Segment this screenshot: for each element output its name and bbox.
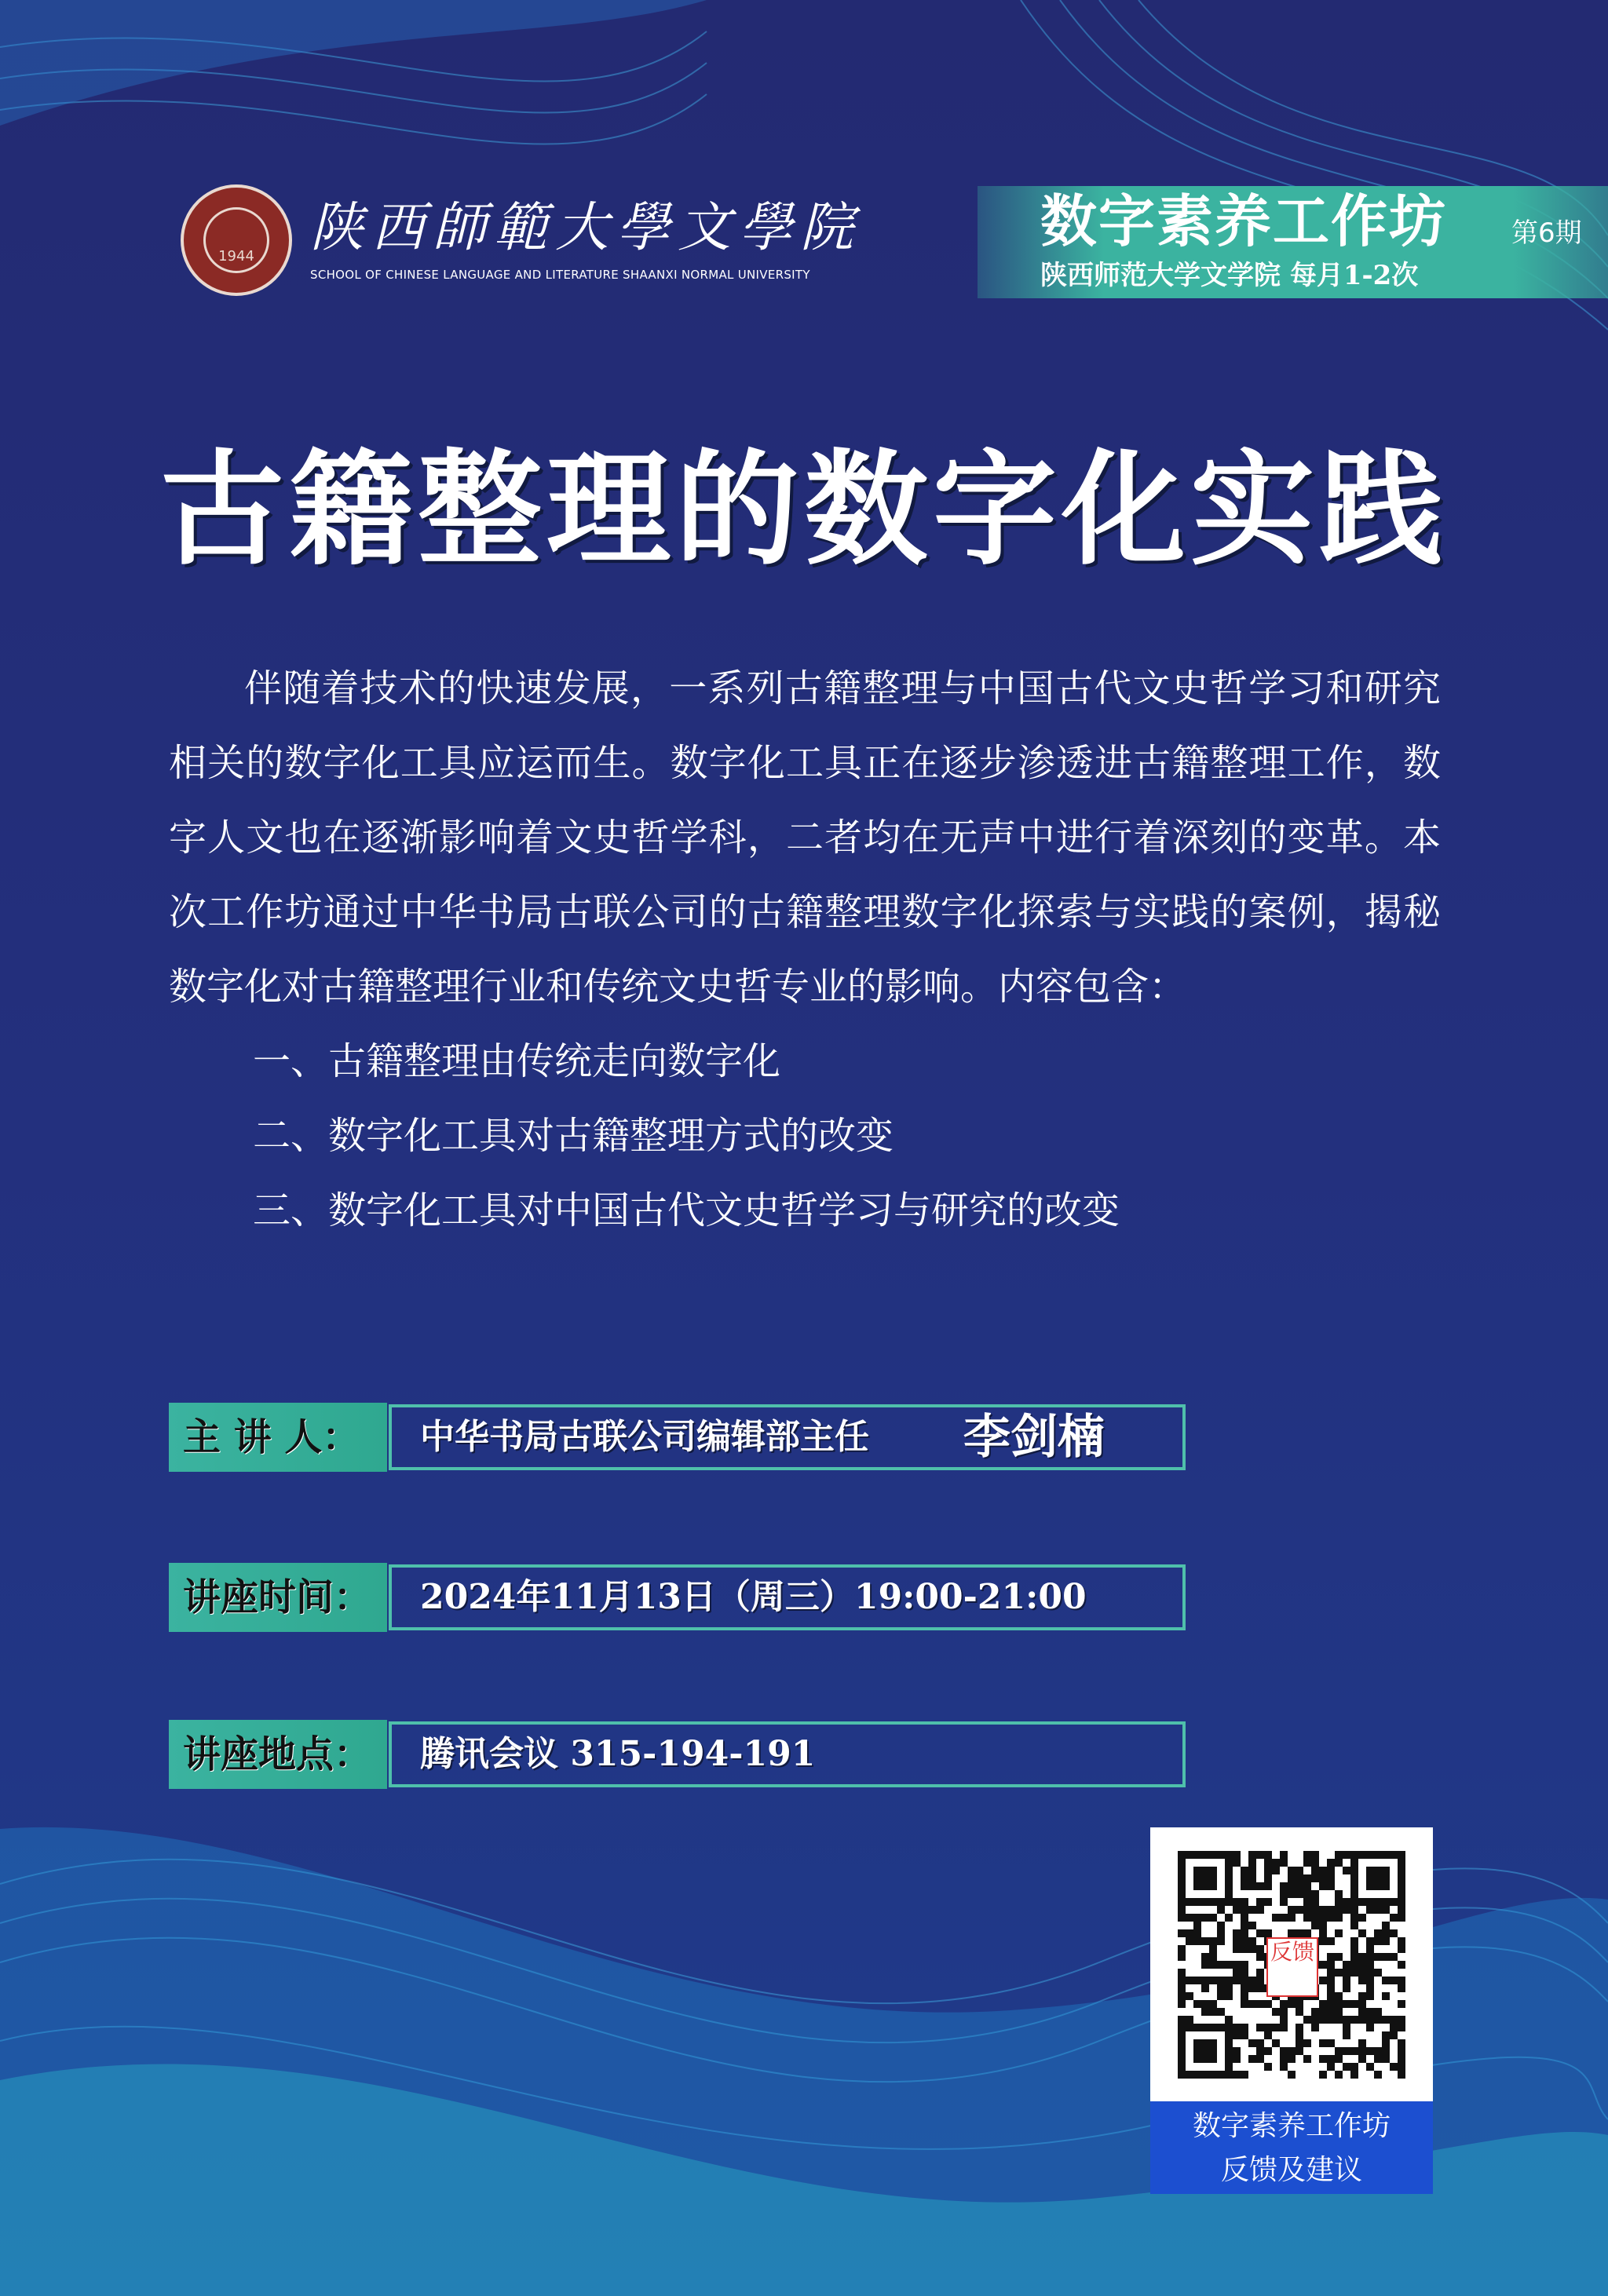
body-text [169, 652, 1441, 1248]
speaker-name: 李剑楠 [963, 1410, 1105, 1465]
speaker-title: 中华书局古联公司编辑部主任 [420, 1417, 869, 1457]
place-label: 讲座地点： [169, 1720, 387, 1789]
time-value: 2024年11月13日（周三）19:00-21:00 [389, 1564, 1186, 1630]
qr-center-mark: 反馈 [1266, 1937, 1318, 1997]
seal-year: 1944 [203, 207, 269, 273]
list-item: 二、数字化工具对古籍整理方式的改变 [253, 1114, 894, 1158]
logo-chinese-name: 陕西師範大學文學院 [310, 197, 862, 259]
speaker-row [169, 1403, 1186, 1472]
page-title: 古籍整理的数字化实践 [160, 437, 1448, 582]
logo-english-name: SCHOOL OF CHINESE LANGUAGE AND LITERATURE SHAANXI NORMAL UNIVERSITY [310, 268, 810, 282]
speaker-value [389, 1404, 1186, 1470]
workshop-badge [978, 186, 1608, 298]
time-label: 讲座时间： [169, 1563, 387, 1632]
badge-subtitle: 陕西师范大学文学院 每月1-2次 [1040, 260, 1419, 291]
intro-paragraph [169, 652, 1441, 1024]
intro-text: 伴随着技术的快速发展，一系列古籍整理与中国古代文史哲学习和研究相关的数字化工具应运而生。数字化工具正在逐步渗透进古籍整理工作，数字人文也在逐渐影响着文史哲学科，二者均在无声中进行着深刻的变革。本次工作坊通过中华书局古联公司的古籍整理数字化探索与实践的案例，揭秘数字化对古籍整理行业和传统文史哲专业的影响。内容包含： [169, 666, 1441, 1009]
qr-caption [1150, 2101, 1433, 2194]
speaker-label: 主 讲 人： [169, 1403, 387, 1472]
qr-caption-line1: 数字素养工作坊 [1192, 2110, 1391, 2142]
badge-title: 数字素养工作坊 [1040, 188, 1448, 254]
place-value: 腾讯会议 315-194-191 [389, 1721, 1186, 1787]
list-item: 三、数字化工具对中国古代文史哲学习与研究的改变 [253, 1188, 1120, 1232]
place-row [169, 1720, 1186, 1789]
university-seal-logo [181, 184, 292, 296]
content-list [169, 1024, 1441, 1248]
list-item: 一、古籍整理由传统走向数字化 [253, 1039, 781, 1083]
time-row [169, 1563, 1186, 1632]
badge-issue: 第6期 [1511, 217, 1582, 249]
feedback-qr-code[interactable] [1150, 1827, 1433, 2194]
qr-caption-line2: 反馈及建议 [1220, 2154, 1362, 2186]
